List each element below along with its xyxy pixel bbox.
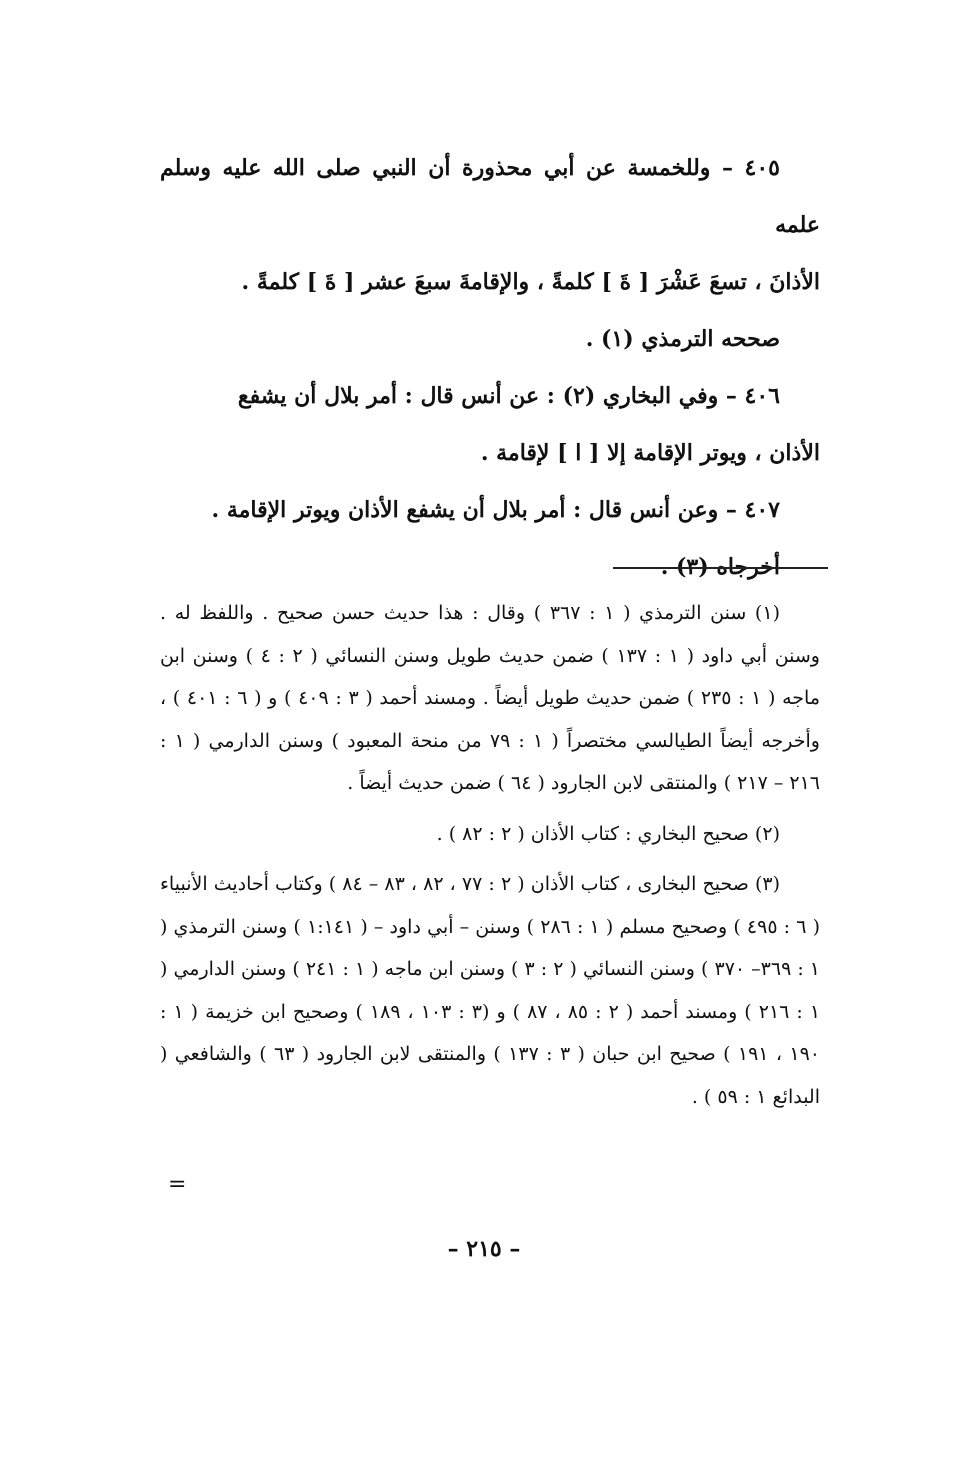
hadith-405-line-1: ٤٠٥ – وللخمسة عن أبي محذورة أن النبي صلى الله عليه وسلم علمه <box>160 155 820 238</box>
footnote-2: (٢) صحيح البخاري : كتاب الأذان ( ٢ : ٨٢ ) . <box>436 822 780 845</box>
hadith-405-line-2: الأذانَ ، تسعَ عَشْرَ [ ةَ ] كلمةً ، والإقامةَ سبعَ عشر [ ةَ ] كلمةً . <box>241 269 820 295</box>
footnote-3: (٣) صحيح البخارى ، كتاب الأذان ( ٢ : ٧٧ ، ٨٢ ، ٨٣ – ٨٤ ) وكتاب أحاديث الأنبياء ( ٦ : ٤٩٥ ) وصحيح مسلم ( ١ : ٢٨٦ ) وسنن – أبي داود – ( ١:١٤١ ) وسنن الترمذي ( ١ : ٣٦٩– ٣٧٠ ) وسنن النسائي ( ٢ : ٣ ) وسنن ابن ماجه ( ١ : ٢٤١ ) وسنن الدارمي ( ١ : ٢١٦ ) ومسند أحمد ( ٢ : ٨٥ ، ٨٧ ) و (٣ : ١٠٣ ، ١٨٩ ) وصحيح ابن خزيمة ( ١ : ١٩٠ ، ١٩١ ) صحيح ابن حبان ( ٣ : ١٣٧ ) والمنتقى لابن الجارود ( ٦٣ ) والشافعي ( البدائع ١ : ٥٩ ) . <box>160 873 821 1108</box>
footnote-separator <box>613 567 828 569</box>
hadith-406-line-1: ٤٠٦ – وفي البخاري (٢) : عن أنس قال : أمر بلال أن يشفع <box>237 383 780 409</box>
hadith-407-line-1: ٤٠٧ – وعن أنس قال : أمر بلال أن يشفع الأذان ويوتر الإقامة . <box>211 497 780 523</box>
hadith-405-grading: صححه الترمذي (١) . <box>585 326 780 352</box>
main-text <box>160 140 820 596</box>
footnotes <box>160 592 820 1118</box>
continuation-mark: = <box>168 1172 187 1197</box>
page-number: – ٢١٥ – <box>447 1236 521 1262</box>
footnote-1: (١) سنن الترمذي ( ١ : ٣٦٧ ) وقال : هذا حديث حسن صحيح . واللفظ له . وسنن أبي داود ( ١ : ١٣٧ ) ضمن حديث طويل وسنن النسائي ( ٢ : ٤ ) وسنن ابن ماجه ( ١ : ٢٣٥ ) ضمن حديث طويل أيضاً . ومسند أحمد ( ٣ : ٤٠٩ ) و ( ٦ : ٤٠١ ) ، وأخرجه أيضاً الطيالسي مختصراً ( ١ : ٧٩ من منحة المعبود ) وسنن الدارمي ( ١ : ٢١٦ – ٢١٧ ) والمنتقى لابن الجارود ( ٦٤ ) ضمن حديث أيضاً . <box>160 602 821 794</box>
hadith-406-line-2: الأذان ، ويوتر الإقامة إلا [ ا ] لإقامة . <box>480 440 820 466</box>
hadith-407-source: أخرجاه (٣) . <box>660 554 780 580</box>
